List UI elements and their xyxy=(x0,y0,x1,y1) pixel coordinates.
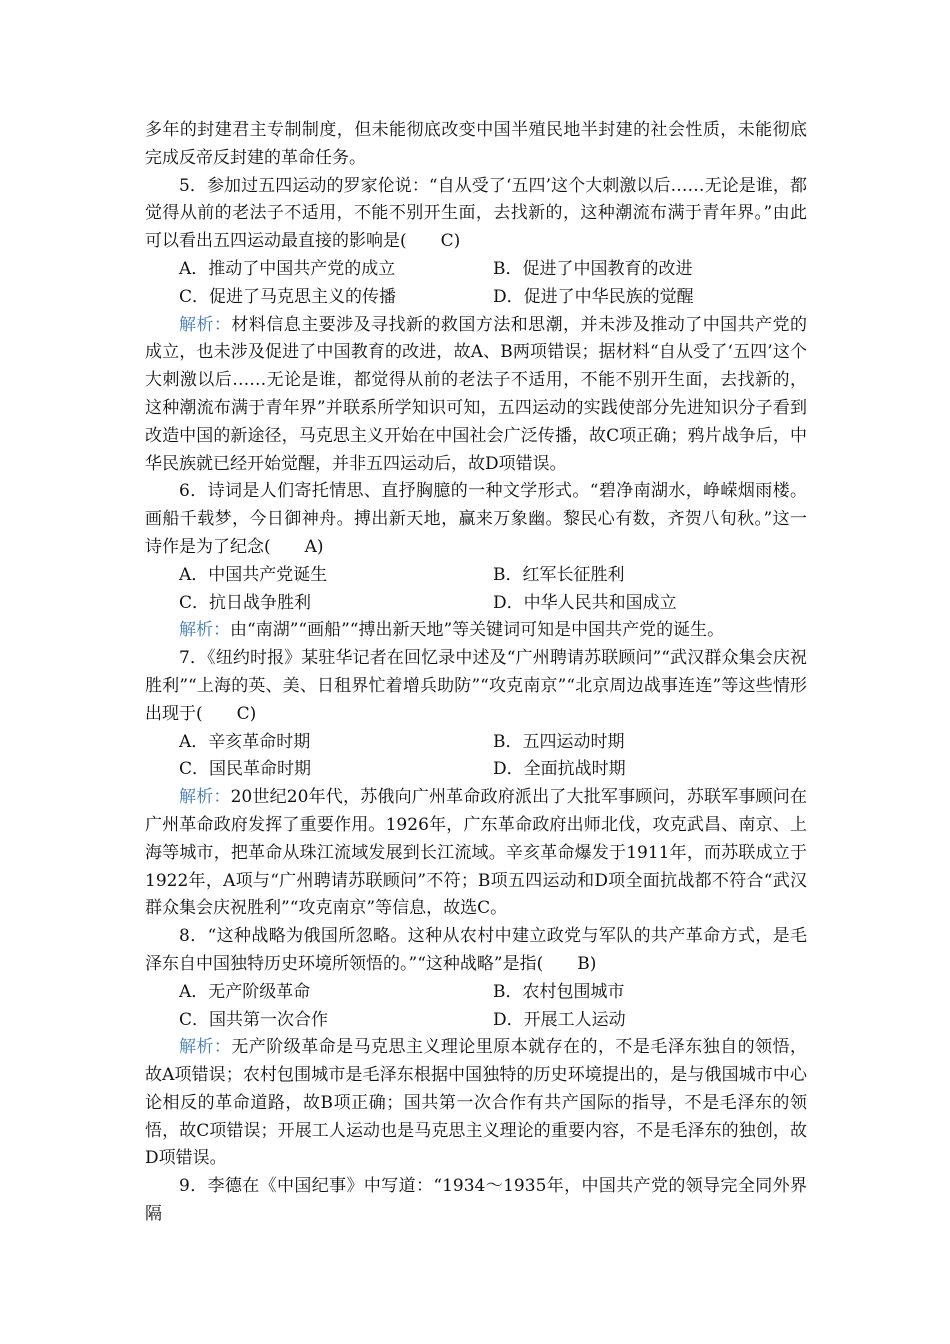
option-c: C．国共第一次合作 xyxy=(179,1009,329,1030)
analysis-label: 解析： xyxy=(179,620,230,641)
analysis-label: 解析： xyxy=(179,314,232,335)
question-stem: 5．参加过五四运动的罗家伦说：“自从受了‘五四’这个大刺激以后……无论是谁，都觉得从前的老法子不适用，不能不别开生面，去找新的，这种潮流布满于青年界。”由此可以看出五四运动最直接的影响是( C) xyxy=(145,173,807,256)
answer-letter: A xyxy=(304,536,317,557)
question-stem: 8．“这种战略为俄国所忽略。这种从农村中建立政党与军队的共产革命方式，是毛泽东自中国独特历史环境所领悟的。”“这种战略”是指( B) xyxy=(145,923,807,979)
options-row xyxy=(145,1007,807,1035)
question-stem: 7．《纽约时报》某驻华记者在回忆录中述及“广州聘请苏联顾问”“武汉群众集会庆祝胜利”“上海的英、美、日租界忙着增兵助防”“攻克南京”“北京周边战事连连”等这些情形出现于( C) xyxy=(145,645,807,728)
option-b: B．五四运动时期 xyxy=(493,731,625,752)
question-9-stem: 9．李德在《中国纪事》中写道：“1934～1935年，中国共产党的领导完全同外界隔 xyxy=(145,1176,807,1225)
analysis-paragraph: 解析：无产阶级革命是马克思主义理论里原本就存在的，不是毛泽东独自的领悟，故A项错误；农村包围城市是毛泽东根据中国独特的历史环境提出的，是与俄国城市中心论相反的革命道路，故B项正确；国共第一次合作有共产国际的指导，不是毛泽东的领悟，故C项错误；开展工人运动也是马克思主义理论的重要内容，不是毛泽东的独创，故D项错误。 xyxy=(145,1037,808,1169)
option-c: C．国民革命时期 xyxy=(179,759,312,780)
option-b: B．促进了中国教育的改进 xyxy=(493,258,693,279)
option-a: A．推动了中国共产党的成立 xyxy=(179,258,396,279)
option-b: B．红军长征胜利 xyxy=(493,564,625,585)
options-row xyxy=(145,256,807,284)
answer-letter: C xyxy=(440,231,454,252)
option-a: A．辛亥革命时期 xyxy=(179,731,311,752)
question-7 xyxy=(145,645,807,923)
analysis-paragraph: 解析：由“南湖”“画船”“搏出新天地”等关键词可知是中国共产党的诞生。 xyxy=(179,620,725,641)
option-d: D．促进了中华民族的觉醒 xyxy=(493,286,694,307)
options-row xyxy=(145,729,807,757)
document-page xyxy=(145,117,807,1229)
question-stem: 6．诗词是人们寄托情思、直抒胸臆的一种文学形式。“碧净南湖水，峥嵘烟雨楼。画船千载梦，今日御神舟。搏出新天地，赢来万象幽。黎民心有数，齐贺八旬秋。”这一诗作是为了纪念( A) xyxy=(145,478,807,561)
options-row xyxy=(145,284,807,312)
option-a: A．无产阶级革命 xyxy=(179,981,311,1002)
option-d: D．开展工人运动 xyxy=(493,1009,626,1030)
option-c: C．抗日战争胜利 xyxy=(179,592,312,613)
options-row xyxy=(145,562,807,590)
intro-paragraph: 多年的封建君主专制制度，但未能彻底改变中国半殖民地半封建的社会性质，未能彻底完成反帝反封建的革命任务。 xyxy=(145,120,807,168)
option-b: B．农村包围城市 xyxy=(493,981,625,1002)
analysis-paragraph: 解析：20世纪20年代，苏俄向广州革命政府派出了大批军事顾问，苏联军事顾问在广州革命政府发挥了重要作用。1926年，广东革命政府出师北伐，攻克武昌、南京、上海等城市，把革命从珠江流域发展到长江流域。辛亥革命爆发于1911年，而苏联成立于1922年，A项与“广州聘请苏联顾问”不符；B项五四运动和D项全面抗战都不符合“武汉群众集会庆祝胜利”“攻克南京”等信息，故选C。 xyxy=(145,787,807,919)
options-row xyxy=(145,590,807,618)
option-a: A．中国共产党诞生 xyxy=(179,564,328,585)
options-row xyxy=(145,756,807,784)
options-row xyxy=(145,979,807,1007)
answer-letter: C xyxy=(236,703,250,724)
question-8 xyxy=(145,923,807,1173)
option-c: C．促进了马克思主义的传播 xyxy=(179,286,397,307)
option-d: D．全面抗战时期 xyxy=(493,759,626,780)
option-d: D．中华人民共和国成立 xyxy=(493,592,677,613)
answer-letter: B xyxy=(577,953,590,974)
analysis-label: 解析： xyxy=(179,1037,232,1058)
question-5 xyxy=(145,173,807,479)
analysis-label: 解析： xyxy=(179,787,231,808)
analysis-paragraph: 解析：材料信息主要涉及寻找新的救国方法和思潮，并未涉及推动了中国共产党的成立，也未涉及促进了中国教育的改进，故A、B两项错误；据材料“自从受了‘五四’这个大刺激以后……无论是谁，都觉得从前的老法子不适用，不能不别开生面，去找新的，这种潮流布满于青年界”并联系所学知识可知，五四运动的实践使部分先进知识分子看到改造中国的新途径，马克思主义开始在中国社会广泛传播，故C项正确；鸦片战争后，中华民族就已经开始觉醒，并非五四运动后，故D项错误。 xyxy=(145,314,808,474)
question-6 xyxy=(145,478,807,645)
